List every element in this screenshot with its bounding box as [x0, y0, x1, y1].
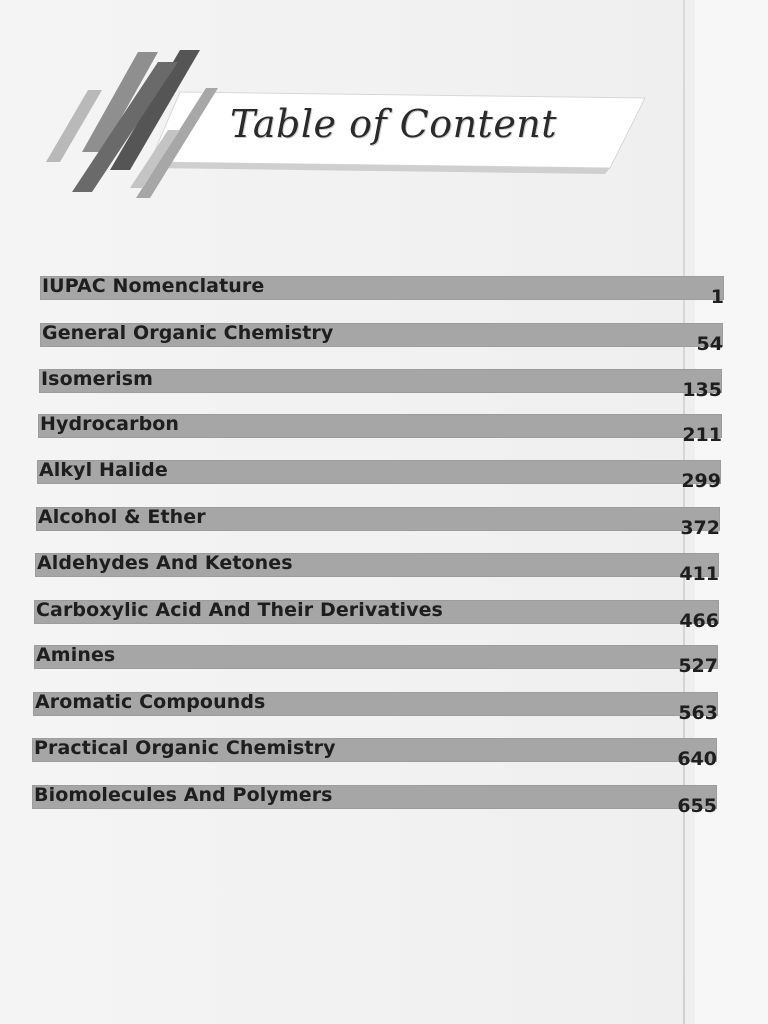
chapter-title: Amines	[36, 644, 116, 666]
page-number: 527	[678, 655, 718, 677]
page-number: 135	[682, 379, 722, 401]
toc-row	[32, 736, 717, 770]
page-number: 655	[677, 795, 717, 817]
page-number: 411	[679, 563, 719, 585]
toc-row	[35, 551, 719, 585]
chapter-title: Alcohol & Ether	[38, 506, 206, 528]
toc-row	[39, 367, 722, 401]
toc-row	[34, 598, 719, 632]
chapter-title: Hydrocarbon	[40, 413, 180, 435]
page-number: 54	[696, 333, 723, 355]
page-number: 466	[679, 610, 719, 632]
page-title: Table of Content	[230, 102, 558, 146]
chapter-title: Aldehydes And Ketones	[37, 552, 293, 574]
page-number: 563	[678, 702, 718, 724]
toc-row	[32, 783, 717, 817]
toc-row	[34, 643, 718, 677]
page-number: 640	[677, 748, 717, 770]
chapter-title: General Organic Chemistry	[42, 322, 334, 344]
chapter-title: Practical Organic Chemistry	[34, 737, 336, 759]
toc-row	[40, 274, 724, 308]
page-number: 299	[681, 470, 721, 492]
chapter-title: Carboxylic Acid And Their Derivatives	[36, 599, 443, 621]
chapter-title: IUPAC Nomenclature	[42, 275, 265, 297]
row-bar	[34, 645, 718, 669]
toc-row	[38, 412, 722, 446]
toc-row	[36, 505, 720, 539]
chapter-title: Alkyl Halide	[39, 459, 168, 481]
chapter-title: Biomolecules And Polymers	[34, 784, 333, 806]
toc-row	[37, 458, 721, 492]
toc-row	[33, 690, 718, 724]
chapter-title: Aromatic Compounds	[35, 691, 266, 713]
toc-row	[40, 321, 723, 355]
page-number: 1	[710, 286, 724, 308]
chapter-title: Isomerism	[41, 368, 154, 390]
page-number: 211	[682, 424, 722, 446]
page-number: 372	[680, 517, 720, 539]
